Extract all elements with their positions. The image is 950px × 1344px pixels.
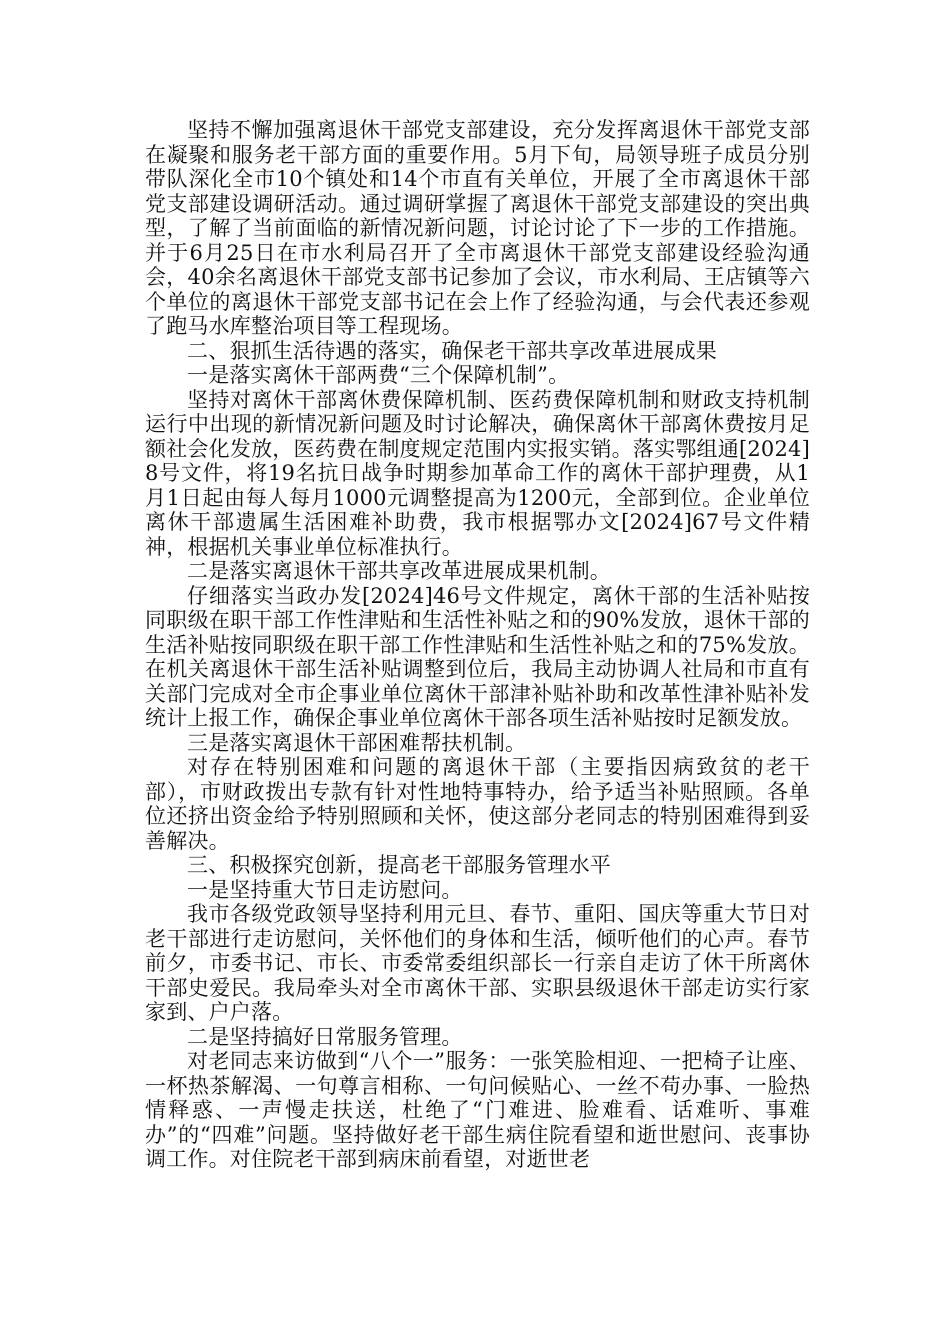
paragraph-daily-service: 对老同志来访做到“八个一”服务：一张笑脸相迎、一把椅子让座、一杯热茶解渴、一句尊言相称、一句问候贴心、一丝不苟办事、一脸热情释惑、一声慢走扶送，杜绝了“门难进、脸难看、话难听、事难办”的“四难”问题。坚持做好老干部生病住院看望和逝世慰问、丧事协调工作。对住院老干部到病床前看望，对逝世老 — [145, 1049, 810, 1171]
subheading-hardship-assistance: 三是落实离退休干部困难帮扶机制。 — [187, 730, 527, 755]
subheading-shared-results-mechanism: 二是落实离退休干部共享改革进展成果机制。 — [187, 559, 611, 583]
paragraph-party-branch-building: 坚持不懈加强离退休干部党支部建设，充分发挥离退休干部党支部在凝聚和服务老干部方面的重要作用。5月下旬，局领导班子成员分别带队深化全市10个镇处和14个市直有关单位，开展了全市离退休干部党支部建设调研活动。通过调研掌握了离退休干部党支部建设的突出典型，了解了当前面临的新情况新问题，讨论讨论了下一步的工作措施。并于6月25日在市水利局召开了全市离退休干部党支部建设经验沟通会，40余名离退休干部党支部书记参加了会议，市水利局、王店镇等六个单位的离退休干部党支部书记在会上作了经验沟通，与会代表还参观了跑马水库整治项目等工程现场。 — [145, 118, 810, 338]
paragraph-two-fees-guarantee: 坚持对离休干部离休费保障机制、医药费保障机制和财政支持机制运行中出现的新情况新问题及时讨论解决，确保离休干部离休费按月足额社会化发放，医药费在制度规定范围内实报实销。落实鄂组通[2024]8号文件，将19名抗日战争时期参加革命工作的离休干部护理费，从1月1日起由每人每月1000元调整提高为1200元，全部到位。企业单位离休干部遗属生活困难补助费，我市根据鄂办文[2024]67号文件精神，根据机关事业单位标准执行。 — [145, 387, 810, 559]
subheading-festival-visits: 一是坚持重大节日走访慰问。 — [187, 877, 463, 902]
document-page — [145, 118, 810, 1172]
heading-section-two: 二、狠抓生活待遇的落实，确保老干部共享改革进展成果 — [187, 338, 717, 363]
paragraph-festival-visits: 我市各级党政领导坚持利用元旦、春节、重阳、国庆等重大节日对老干部进行走访慰问，关怀他们的身体和生活，倾听他们的心声。春节前夕，市委书记、市长、市委常委组织部长一行亲自走访了休干所离休干部史爱民。我局牵头对全市离休干部、实职县级退休干部走访实行家家到、户户落。 — [145, 902, 810, 1024]
subheading-daily-service: 二是坚持搞好日常服务管理。 — [187, 1024, 463, 1049]
subheading-two-fees-guarantee: 一是落实离休干部两费“三个保障机制”。 — [187, 363, 570, 387]
paragraph-living-allowance: 仔细落实当政办发[2024]46号文件规定，离休干部的生活补贴按同职级在职干部工作性津贴和生活性补贴之和的90%发放，退休干部的生活补贴按同职级在职干部工作性津贴和生活性补贴之和的75%发放。在机关离退休干部生活补贴调整到位后，我局主动协调人社局和市直有关部门完成对全市企事业单位离休干部津补贴补助和改革性津补贴补发统计上报工作，确保企事业单位离休干部各项生活补贴按时足额发放。 — [145, 583, 810, 730]
paragraph-hardship-assistance: 对存在特别困难和问题的离退休干部（主要指因病致贫的老干部），市财政拨出专款有针对性地特事特办，给予适当补贴照顾。各单位还挤出资金给予特别照顾和关怀，使这部分老同志的特别困难得到妥善解决。 — [145, 755, 810, 853]
heading-section-three: 三、积极探究创新，提高老干部服务管理水平 — [187, 853, 611, 877]
